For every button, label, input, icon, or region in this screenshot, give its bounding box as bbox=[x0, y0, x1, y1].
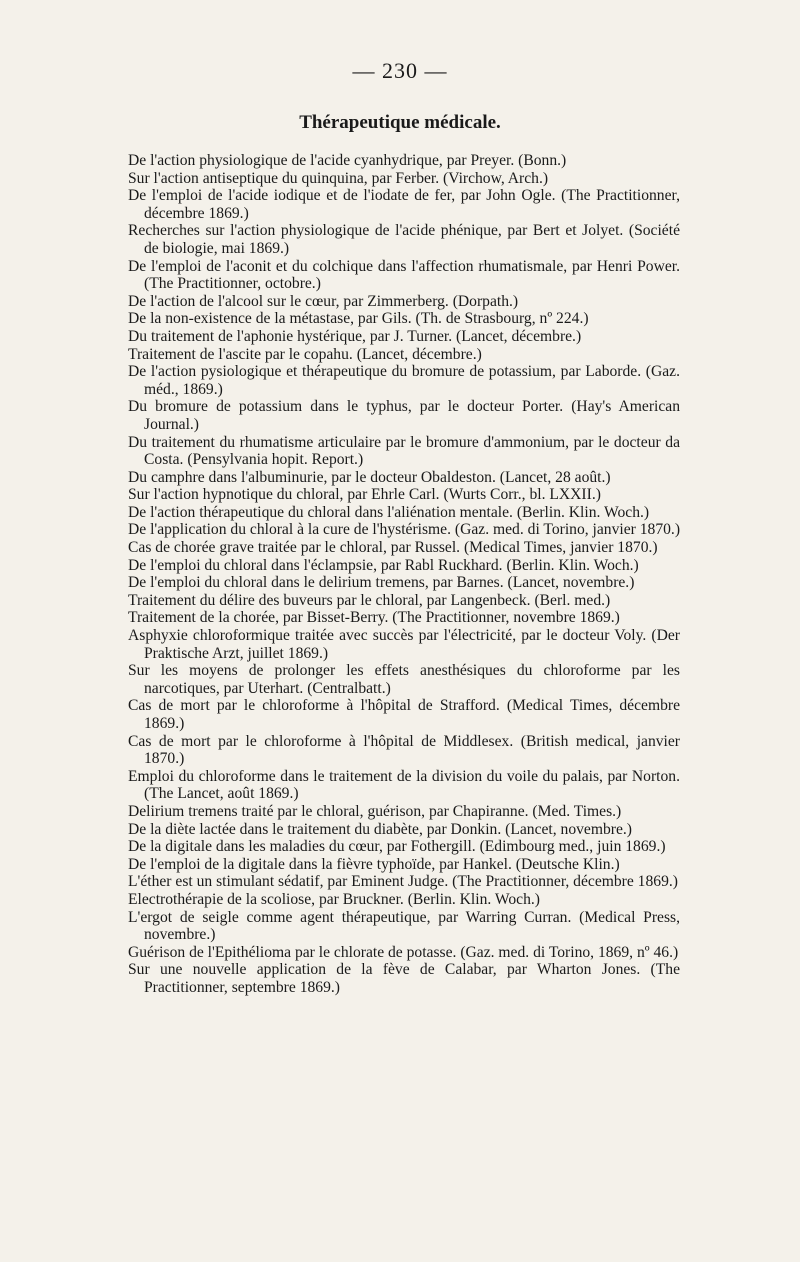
bibliography-entry: Guérison de l'Epithélioma par le chlorate de potasse. (Gaz. med. di Torino, 1869, nº 46.) bbox=[128, 943, 679, 961]
bibliography-entry: Cas de mort par le chloroforme à l'hôpital de Strafford. (Medical Times, décembre 1869.) bbox=[128, 697, 680, 732]
bibliography-entry: Sur une nouvelle application de la fève de Calabar, par Wharton Jones. (The Practitionner, septembre 1869.) bbox=[128, 961, 680, 996]
bibliography-entry: Traitement de l'ascite par le copahu. (Lancet, décembre.) bbox=[128, 345, 482, 363]
bibliography-entry: De l'emploi de la digitale dans la fièvre typhoïde, par Hankel. (Deutsche Klin.) bbox=[128, 855, 620, 873]
bibliography-entry: De l'action de l'alcool sur le cœur, par Zimmerberg. (Dorpath.) bbox=[128, 292, 519, 310]
bibliography-entry: Electrothérapie de la scoliose, par Bruckner. (Berlin. Klin. Woch.) bbox=[128, 890, 540, 908]
bibliography-entry: De l'emploi de l'acide iodique et de l'iodate de fer, par John Ogle. (The Practitionner, décembre 1869.) bbox=[128, 187, 680, 222]
bibliography-entry: Traitement du délire des buveurs par le chloral, par Langenbeck. (Berl. med.) bbox=[128, 591, 611, 609]
bibliography-entry: Sur l'action hypnotique du chloral, par Ehrle Carl. (Wurts Corr., bl. LXXII.) bbox=[128, 486, 601, 504]
bibliography-entry: Du traitement de l'aphonie hystérique, par J. Turner. (Lancet, décembre.) bbox=[128, 327, 582, 345]
bibliography-list bbox=[128, 152, 680, 997]
bibliography-entry: L'éther est un stimulant sédatif, par Eminent Judge. (The Practitionner, décembre 1869.) bbox=[128, 873, 678, 891]
bibliography-entry: Sur les moyens de prolonger les effets anesthésiques du chloroforme par les narcotiques, par Uterhart. (Centralbatt.) bbox=[128, 662, 680, 697]
bibliography-entry: De l'emploi du chloral dans l'éclampsie, par Rabl Ruckhard. (Berlin. Klin. Woch.) bbox=[128, 556, 639, 574]
bibliography-entry: Traitement de la chorée, par Bisset-Berry. (The Practitionner, novembre 1869.) bbox=[128, 609, 620, 627]
page-number: — 230 — bbox=[352, 58, 448, 83]
bibliography-entry: De la diète lactée dans le traitement du diabète, par Donkin. (Lancet, novembre.) bbox=[128, 820, 632, 838]
bibliography-entry: Asphyxie chloroformique traitée avec succès par l'électricité, par le docteur Voly. (Der Praktische Arzt, juillet 1869.) bbox=[128, 627, 680, 662]
bibliography-entry: De la non-existence de la métastase, par Gils. (Th. de Strasbourg, nº 224.) bbox=[128, 310, 589, 328]
bibliography-entry: Cas de chorée grave traitée par le chloral, par Russel. (Medical Times, janvier 1870.) bbox=[128, 539, 658, 557]
bibliography-entry: De l'emploi de l'aconit et du colchique dans l'affection rhumatismale, par Henri Power. (The Practitionner, octobre.) bbox=[128, 257, 680, 293]
bibliography-entry: De l'action thérapeutique du chloral dans l'aliénation mentale. (Berlin. Klin. Woch.) bbox=[128, 503, 650, 521]
bibliography-entry: Du camphre dans l'albuminurie, par le docteur Obaldeston. (Lancet, 28 août.) bbox=[128, 468, 611, 486]
section-title: Thérapeutique médicale. bbox=[299, 112, 501, 133]
bibliography-entry: De l'action pysiologique et thérapeutique du bromure de potassium, par Laborde. (Gaz. méd., 1869.) bbox=[128, 363, 680, 398]
bibliography-entry: Cas de mort par le chloroforme à l'hôpital de Middlesex. (British medical, janvier 1870.) bbox=[128, 732, 680, 768]
bibliography-entry: Delirium tremens traité par le chloral, guérison, par Chapiranne. (Med. Times.) bbox=[128, 802, 622, 820]
bibliography-entry: Sur l'action antiseptique du quinquina, par Ferber. (Virchow, Arch.) bbox=[128, 169, 549, 187]
bibliography-entry: De l'emploi du chloral dans le delirium tremens, par Barnes. (Lancet, novembre.) bbox=[128, 574, 635, 592]
bibliography-entry: De l'action physiologique de l'acide cyanhydrique, par Preyer. (Bonn.) bbox=[128, 152, 567, 169]
bibliography-entry: Du traitement du rhumatisme articulaire par le bromure d'ammonium, par le docteur da Costa. (Pensylvania hopit. Report.) bbox=[128, 433, 680, 469]
bibliography-entry: Du bromure de potassium dans le typhus, par le docteur Porter. (Hay's American Journal.) bbox=[128, 398, 680, 433]
bibliography-entry: De la digitale dans les maladies du cœur, par Fothergill. (Edimbourg med., juin 1869.) bbox=[128, 838, 666, 856]
bibliography-entry: De l'application du chloral à la cure de l'hystérisme. (Gaz. med. di Torino, janvier 1870.) bbox=[128, 521, 681, 539]
bibliography-entry: Emploi du chloroforme dans le traitement de la division du voile du palais, par Norton. (The Lancet, août 1869.) bbox=[128, 767, 680, 803]
bibliography-entry: Recherches sur l'action physiologique de l'acide phénique, par Bert et Jolyet. (Société de biologie, mai 1869.) bbox=[128, 222, 680, 257]
bibliography-entry: L'ergot de seigle comme agent thérapeutique, par Warring Curran. (Medical Press, novembre.) bbox=[128, 908, 680, 944]
